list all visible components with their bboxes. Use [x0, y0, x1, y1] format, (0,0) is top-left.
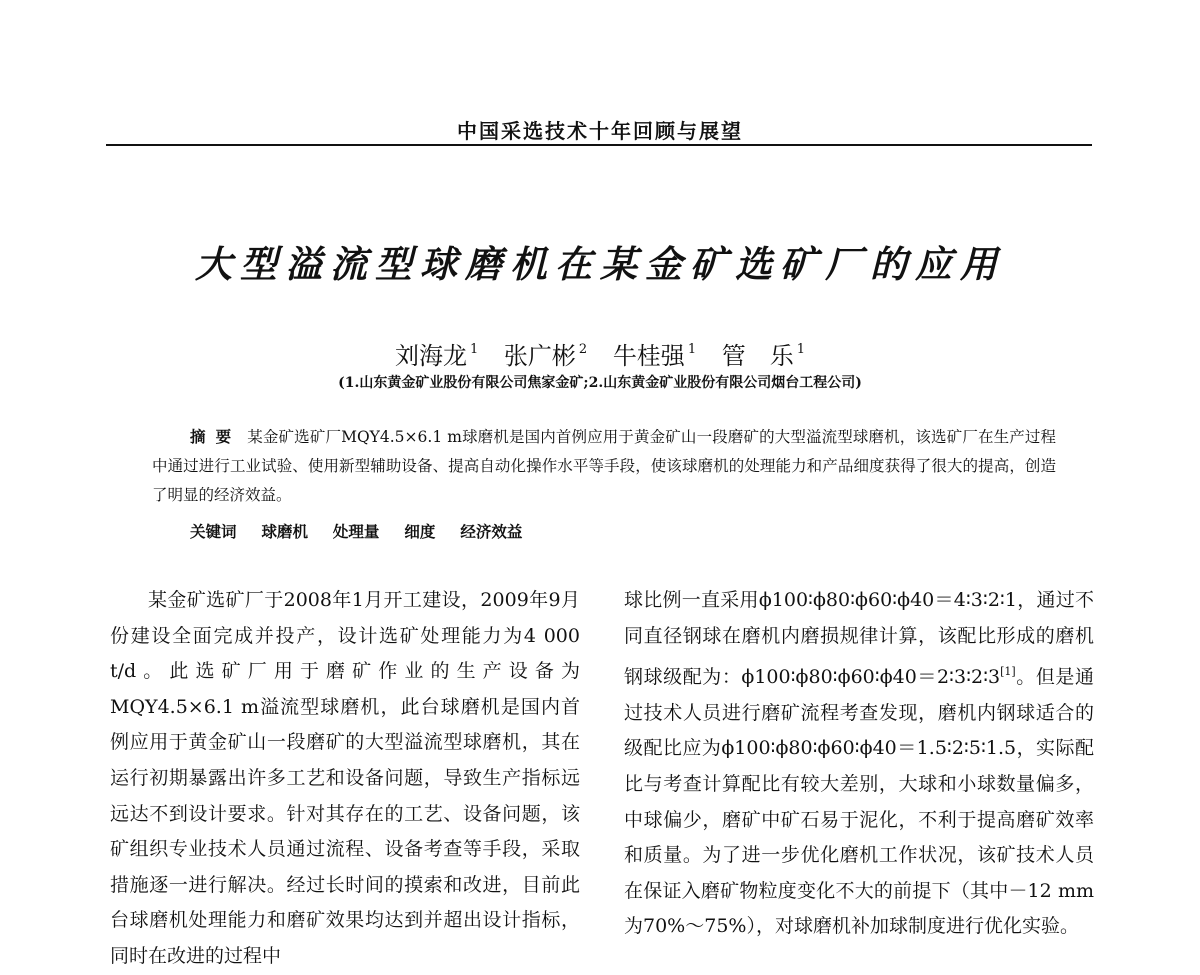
author: 管 乐 $^1$	[721, 342, 806, 370]
paper-title: 大型溢流型球磨机在某金矿选矿厂的应用	[195, 242, 1005, 286]
author-affiliation-mark: 1	[687, 342, 697, 357]
citation-ref: [1]	[1000, 665, 1016, 679]
body-paragraph: 某金矿选矿厂于2008年1月开工建设，2009年9月份建设全面完成并投产，设计选矿处理能力为4 000 t/d。此选矿厂用于磨矿作业的生产设备为MQY4.5×6.1 m溢流型球磨机，此台球磨机是国内首例应用于黄金矿山一段磨矿的大型溢流型球磨机，其在运行初期暴露出许多工艺和设备问题，导致生产指标远远达不到设计要求。针对其存在的工艺、设备问题，该矿组织专业技术人员通过流程、设备考查等手段，采取措施逐一进行解决。经过长时间的摸索和改进，目前此台球磨机处理能力和磨矿效果均达到并超出设计指标，同时在改进的过程中	[110, 589, 580, 967]
body-column-right	[624, 583, 1094, 945]
keyword: 处理量	[332, 522, 380, 541]
keyword: 细度	[404, 522, 436, 541]
keyword: 经济效益	[460, 522, 523, 541]
author-list	[0, 336, 1200, 371]
keyword: 球磨机	[261, 522, 308, 541]
body-paragraph: 球比例一直采用ϕ100∶ϕ80∶ϕ60∶ϕ40＝4∶3∶2∶1，通过不同直径钢球在磨机内磨损规律计算，该配比形成的磨机钢球级配为：ϕ100∶ϕ80∶ϕ60∶ϕ40＝2∶3∶2∶3[1]。但是通过技术人员进行磨矿流程考查发现，磨机内钢球适合的级配比应为ϕ100∶ϕ80∶ϕ60∶ϕ40＝1.5∶2∶5∶1.5，实际配比与考查计算配比有较大差别，大球和小球数量偏多，中球偏少，磨矿中矿石易于泥化，不利于提高磨矿效率和质量。为了进一步优化磨机工作状况，该矿技术人员在保证入磨矿物粒度变化不大的前提下（其中－12 mm为70%～75%），对球磨机补加球制度进行优化实验。	[624, 589, 1094, 938]
header-rule	[106, 144, 1092, 146]
abstract-label: 摘要	[190, 427, 242, 446]
author: 牛桂强 $^1$	[612, 342, 697, 370]
body-column-left	[110, 583, 580, 975]
keywords	[190, 520, 542, 542]
author: 刘海龙 $^1$	[394, 342, 479, 370]
keywords-label: 关键词	[190, 522, 237, 541]
affiliations: (1.山东黄金矿业股份有限公司焦家金矿;2.山东黄金矿业股份有限公司烟台工程公司)	[338, 375, 862, 391]
author-affiliation-mark: 1	[469, 342, 479, 357]
author-affiliation-mark: 1	[796, 342, 806, 357]
author-affiliation-mark: 2	[578, 342, 588, 357]
abstract-text: 某金矿选矿厂MQY4.5×6.1 m球磨机是国内首例应用于黄金矿山一段磨矿的大型溢流型球磨机，该选矿厂在生产过程中通过进行工业试验、使用新型辅助设备、提高自动化操作水平等手段，使该球磨机的处理能力和产品细度获得了很大的提高，创造了明显的经济效益。	[152, 428, 1056, 504]
author: 张广彬 $^2$	[503, 342, 588, 370]
abstract	[152, 422, 1056, 510]
journal-running-header: 中国采选技术十年回顾与展望	[457, 119, 743, 143]
